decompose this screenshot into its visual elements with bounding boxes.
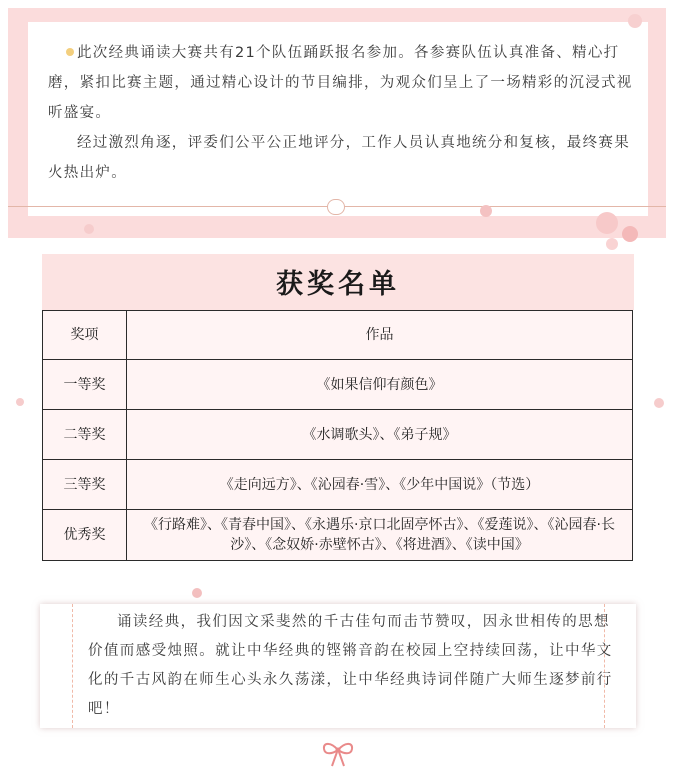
row-category: 三等奖 (43, 460, 127, 510)
row-works: 《走向远方》、《沁园春·雪》、《少年中国说》（节选） (127, 460, 633, 510)
row-works: 《水调歌头》、《弟子规》 (127, 410, 633, 460)
row-category: 一等奖 (43, 360, 127, 410)
intro-paragraph-1: 此次经典诵读大赛共有21个队伍踊跃报名参加。各参赛队伍认真准备、精心打磨，紧扣比赛主题，通过精心设计的节目编排，为观众们呈上了一场精彩的沉浸式视听盛宴。 (48, 45, 633, 121)
intro-paragraph-2: 经过激烈角逐，评委们公平公正地评分，工作人员认真地统分和复核，最终赛果火热出炉。 (48, 135, 630, 181)
award-table (42, 310, 633, 561)
divider-ornament-icon (327, 199, 345, 215)
header-works: 作品 (127, 311, 633, 360)
table-row (43, 410, 633, 460)
table-row (43, 510, 633, 561)
closing-paragraph: 诵读经典，我们因文采斐然的千古佳句而击节赞叹，因永世相传的思想价值而感受烛照。就让中华经典的铿锵音韵在校园上空持续回荡，让中华文化的千古风韵在师生心头永久荡漾，让中华经典诗词伴随广大师生逐梦前行吧！ (88, 614, 613, 717)
award-list-title: 获奖名单 (276, 269, 400, 300)
table-row (43, 460, 633, 510)
intro-text (48, 38, 638, 188)
table-row (43, 360, 633, 410)
header-category: 奖项 (43, 311, 127, 360)
row-category: 优秀奖 (43, 510, 127, 561)
ribbon-bow-icon (321, 740, 355, 768)
table-header-row (43, 311, 633, 360)
row-works: 《行路难》、《青春中国》、《永遇乐·京口北固亭怀古》、《爱莲说》、《沁园春·长沙》、《念奴娇·赤壁怀古》、《将进酒》、《读中国》 (127, 510, 633, 561)
row-works: 《如果信仰有颜色》 (127, 360, 633, 410)
row-category: 二等奖 (43, 410, 127, 460)
closing-dashed-border-left (72, 604, 73, 728)
